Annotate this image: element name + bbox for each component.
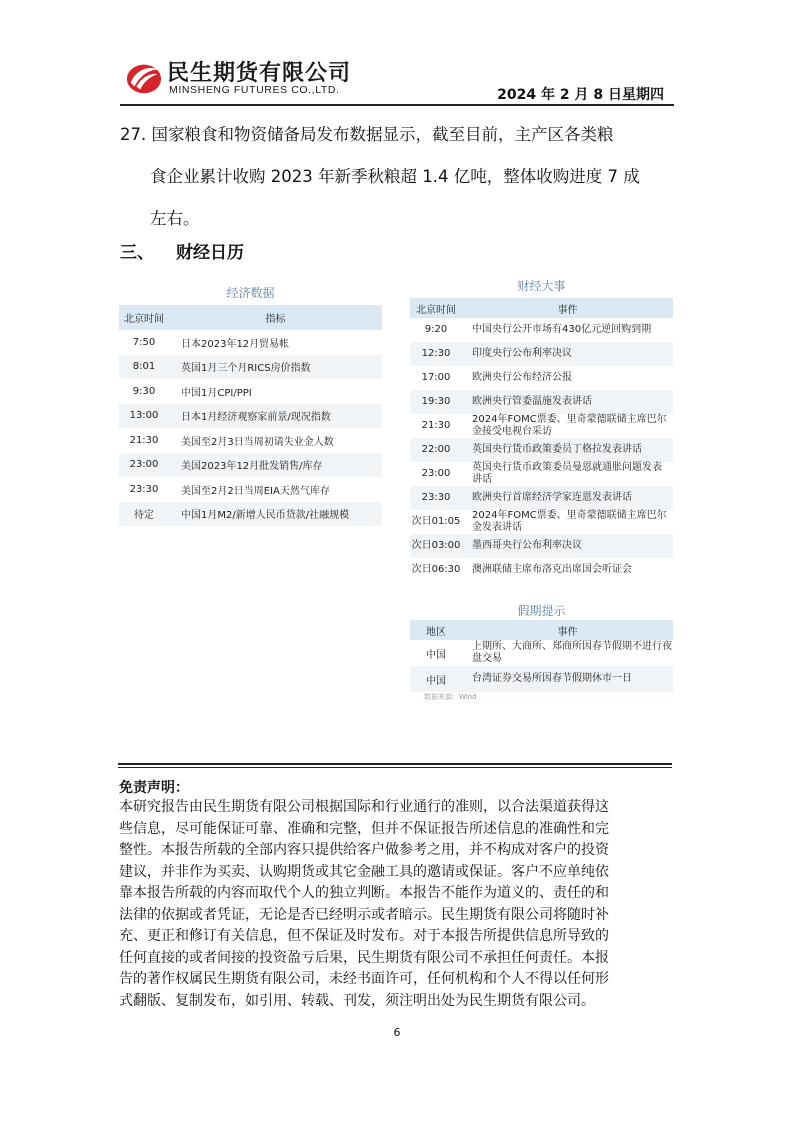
table-row (119, 502, 382, 527)
region-cell: 中国 (426, 649, 446, 661)
table-row (410, 510, 673, 534)
table-row (410, 486, 673, 510)
event-cell: 欧洲央行管委温施发表讲话 (462, 390, 673, 414)
table-row (119, 355, 382, 380)
table-row (119, 453, 382, 478)
disclaimer-line: 告的著作权属民生期货有限公司，未经书面许可，任何机构和个人不得以任何形 (119, 971, 609, 987)
event-cell: 中国央行公开市场有430亿元逆回购到期 (472, 324, 652, 335)
event-cell: 上期所、大商所、郑商所因春节假期不进行夜盘交易 (472, 641, 672, 664)
disclaimer-line: 建议，并非作为买卖、认购期货或其它金融工具的邀请或保证。客户不应单纯依 (119, 863, 609, 880)
time-cell: 23:00 (421, 468, 451, 479)
table-row (410, 438, 673, 462)
event-cell: 英国央行货币政策委员曼恩就通胀问题发表讲话 (472, 462, 662, 485)
event-cell: 欧洲央行公布经济公报 (472, 372, 572, 383)
event-cell: 印度央行公布利率决议 (462, 342, 673, 366)
disclaimer-line: 整性。本报告所载的全部内容只提供给客户做参考之用，并不构成对客户的投资 (119, 842, 609, 858)
page-number: 6 (393, 1026, 401, 1039)
table-header-row (410, 620, 673, 640)
time-cell: 19:30 (410, 390, 462, 414)
disclaimer-title: 免责声明： (119, 780, 189, 796)
time-cell: 8:01 (119, 355, 169, 380)
table-row (410, 318, 673, 342)
disclaimer-line: 充、更正和修订有关信息，但不保证及时发布。对于本报告所提供信息所导致的 (119, 928, 609, 944)
indicator-cell: 美国2023年12月批发销售/库存 (169, 453, 382, 478)
time-cell: 21:30 (421, 420, 451, 431)
indicator-cell: 中国1月M2/新增人民币贷款/社融规模 (169, 502, 382, 527)
indicator-cell: 日本1月经济观察家前景/现况指数 (169, 404, 382, 429)
table-row (410, 366, 673, 390)
indicator-cell: 美国至2月3日当周初请失业金人数 (181, 436, 334, 448)
fin-table-title: 财经大事 (517, 279, 566, 293)
table-header-row (119, 305, 382, 330)
table-row (119, 428, 382, 453)
table-row (410, 414, 673, 438)
disclaimer-line: 法律的依据或者凭证，无论是否已经明示或者暗示。民生期货有限公司将随时补 (119, 906, 609, 923)
column-header: 指标 (169, 305, 382, 330)
table-row (119, 477, 382, 502)
indicator-cell: 美国至2月2日当周EIA天然气库存 (181, 485, 330, 497)
company-logo (125, 56, 365, 100)
section-title: 财经日历 (176, 243, 244, 263)
disclaimer-divider (118, 767, 672, 768)
news-line: 27. 国家粮食和物资储备局发布数据显示，截至目前，主产区各类粮 (120, 125, 614, 144)
time-cell: 13:00 (119, 404, 169, 429)
disclaimer-line: 任何直接的或者间接的投资盈亏后果，民生期货有限公司不承担任何责任。本报 (119, 949, 609, 966)
indicator-cell: 中国1月CPI/PPI (181, 387, 252, 399)
time-cell: 7:50 (132, 336, 156, 348)
event-cell: 台湾证券交易所因春节假期休市一日 (462, 666, 673, 692)
hol-table-title: 假期提示 (517, 604, 566, 618)
time-cell: 次日03:00 (410, 534, 462, 558)
company-name-en: MINSHENG FUTURES CO.,LTD. (169, 84, 340, 96)
column-header: 北京时间 (119, 305, 169, 330)
news-line: 左右。 (150, 209, 200, 228)
time-cell: 23:30 (410, 486, 462, 510)
event-cell: 2024年FOMC票委、里奇蒙德联储主席巴尔金发表讲话 (472, 510, 667, 533)
table-row (410, 558, 673, 582)
disclaimer-line: 靠本报告所载的内容而取代个人的独立判断。本报告不能作为道义的、责任的和 (119, 885, 609, 901)
section-heading (120, 238, 244, 263)
disclaimer-line: 本研究报告由民生期货有限公司根据国际和行业通行的准则，以合法渠道获得这 (119, 799, 609, 815)
news-line: 食企业累计收购 2023 年新季秋粮超 1.4 亿吨，整体收购进度 7 成 (150, 167, 640, 186)
holiday-table (410, 620, 673, 692)
company-name-cn: 民生期货有限公司 (167, 61, 352, 86)
table-row (119, 404, 382, 429)
section-number: 三、 (120, 243, 154, 263)
time-cell: 待定 (119, 502, 169, 527)
table-row (410, 534, 673, 558)
column-header: 事件 (462, 298, 673, 318)
time-cell: 次日06:30 (411, 564, 461, 575)
header-divider (120, 104, 674, 106)
time-cell: 23:00 (119, 453, 169, 478)
minsheng-logo-icon (125, 58, 163, 96)
time-cell: 23:30 (129, 483, 159, 495)
disclaimer-divider (118, 763, 672, 765)
column-header: 事件 (462, 620, 673, 640)
econ-table-title: 经济数据 (226, 286, 275, 300)
report-date: 2024 年 2 月 8 日星期四 (497, 87, 664, 103)
table-row (410, 390, 673, 414)
region-cell: 中国 (410, 666, 462, 692)
column-header: 地区 (410, 620, 462, 640)
indicator-cell: 英国1月三个月RICS房价指数 (169, 355, 382, 380)
news-item-27 (120, 114, 676, 240)
event-cell: 2024年FOMC票委、里奇蒙德联储主席巴尔金接受电视台采访 (472, 414, 667, 437)
time-cell: 12:30 (410, 342, 462, 366)
time-cell: 9:30 (132, 385, 156, 397)
column-header: 北京时间 (410, 298, 462, 318)
time-cell: 22:00 (410, 438, 462, 462)
time-cell: 17:00 (421, 372, 451, 383)
time-cell: 次日01:05 (411, 516, 461, 527)
table-row (119, 330, 382, 355)
event-cell: 欧洲央行首席经济学家连恩发表讲话 (462, 486, 673, 510)
fin-events-table (410, 298, 673, 582)
table-row (410, 462, 673, 486)
table-row (410, 666, 673, 692)
econ-data-table (119, 305, 382, 526)
event-cell: 澳洲联储主席布洛克出席国会听证会 (472, 564, 632, 575)
table-row (410, 640, 673, 666)
indicator-cell: 日本2023年12月贸易帐 (181, 338, 290, 350)
time-cell: 9:20 (424, 324, 448, 335)
disclaimer-line: 些信息，尽可能保证可靠、准确和完整，但并不保证报告所述信息的准确性和完 (119, 820, 609, 837)
disclaimer-line: 式翻版、复制发布，如引用、转载、刊发，须注明出处为民生期货有限公司。 (119, 992, 595, 1009)
disclaimer-body (119, 797, 675, 1012)
event-cell: 英国央行货币政策委员丁格拉发表讲话 (462, 438, 673, 462)
data-source-note: 数据来源：Wind (424, 693, 477, 701)
table-row (410, 342, 673, 366)
time-cell: 21:30 (129, 434, 159, 446)
table-header-row (410, 298, 673, 318)
table-row (119, 379, 382, 404)
event-cell: 墨西哥央行公布利率决议 (462, 534, 673, 558)
